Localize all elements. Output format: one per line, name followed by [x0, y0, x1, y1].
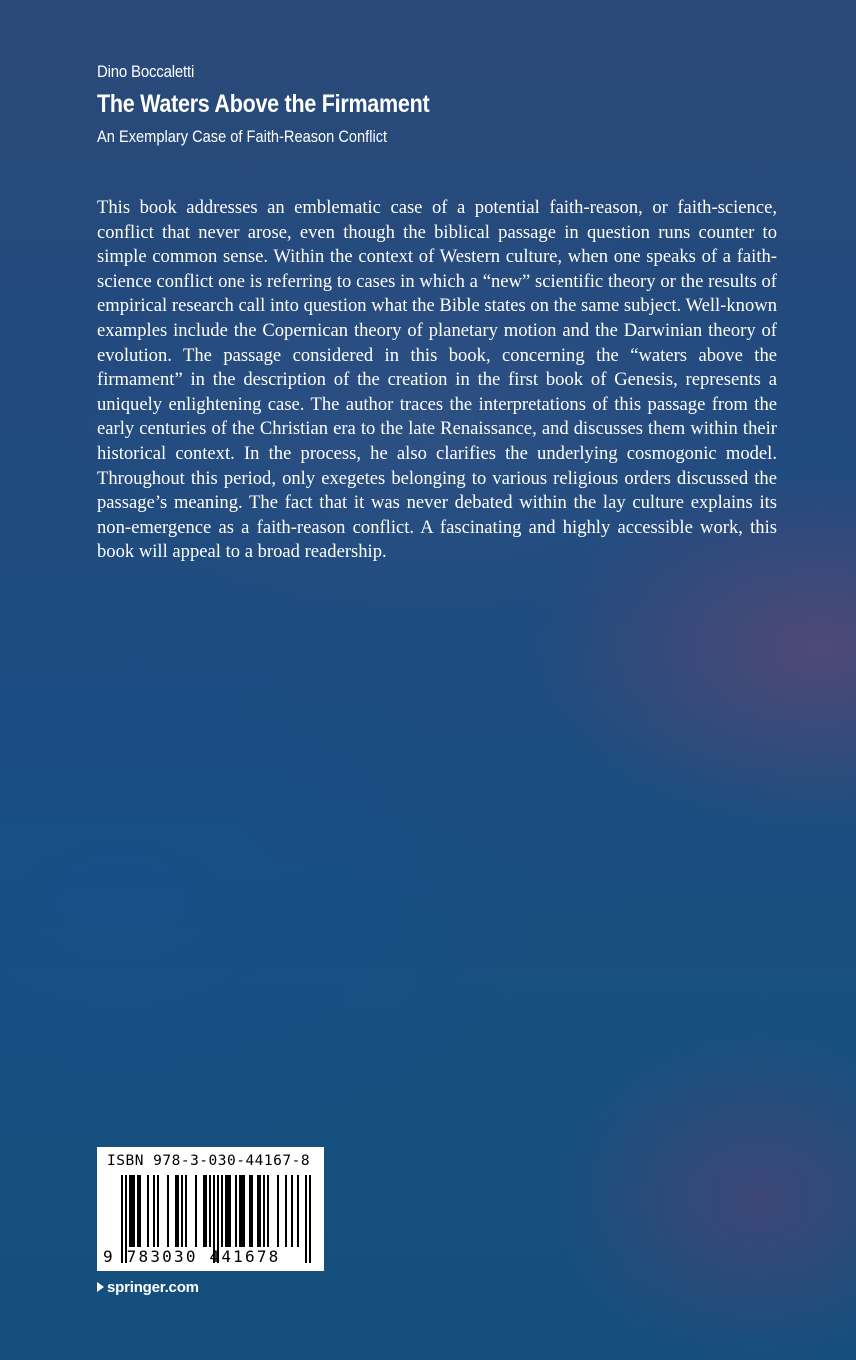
blurb-line: of a faith-science conflict one is referring to cases in which a “new” scientific theory	[97, 246, 777, 292]
barcode-bar	[267, 1175, 269, 1247]
barcode-bar	[229, 1175, 231, 1247]
barcode-bar	[249, 1175, 251, 1247]
barcode-bar	[257, 1175, 259, 1247]
blurb-line: subject. Well-known examples include the Copernican theory of planetary motion and	[97, 295, 777, 341]
book-title: The Waters Above the Firmament	[97, 90, 430, 118]
blurb-line: to various religious orders discussed the passage’s meaning. The fact that it was never	[97, 467, 777, 514]
blurb-line: of Genesis, represents a uniquely enlightening case. The author traces the interpretations	[97, 369, 777, 415]
barcode-bar	[175, 1175, 177, 1247]
barcode-bar	[291, 1175, 293, 1247]
barcode-bar	[153, 1175, 155, 1247]
barcode-bar	[277, 1175, 279, 1247]
barcode-bar	[227, 1175, 229, 1247]
arrow-right-icon	[97, 1282, 104, 1292]
barcode-bar	[177, 1175, 179, 1247]
barcode-bar	[167, 1175, 169, 1247]
barcode-bar	[137, 1175, 139, 1247]
barcode-bar	[139, 1175, 141, 1247]
barcode-bar	[221, 1175, 223, 1247]
barcode-bar	[243, 1175, 245, 1247]
blurb-line: debated within the lay culture explains its non-emergence as a faith-reason conflict.	[97, 492, 778, 538]
blurb-line: to simple common sense. Within the context of Western culture, when one speaks	[97, 221, 777, 268]
barcode-bar	[195, 1175, 197, 1247]
blurb-line: This book addresses an emblematic case of a potential faith-reason, or faith-science,	[97, 197, 777, 218]
publisher-link[interactable]	[97, 1277, 199, 1297]
barcode-bar	[181, 1175, 183, 1247]
barcode-bar	[147, 1175, 149, 1247]
publisher-link-label: springer.com	[107, 1278, 199, 1296]
barcode-bar	[263, 1175, 265, 1247]
blurb-line: and discusses them within their historical context. In the process, he also clarifies	[97, 418, 777, 464]
barcode-digits: 9 783030 441678	[103, 1247, 281, 1266]
blurb-line: the Darwinian theory of evolution. The passage considered in this book, concerning	[97, 319, 777, 366]
barcode-bar	[205, 1175, 207, 1247]
barcode-bar	[185, 1175, 187, 1247]
barcode-bar	[203, 1175, 205, 1247]
author-name: Dino Boccaletti	[97, 62, 195, 81]
isbn-label: ISBN 978-3-030-44167-8	[107, 1153, 311, 1169]
isbn-barcode	[97, 1147, 324, 1271]
blurb-line: of this passage from the early centuries of the Christian era to the late Renaissance,	[97, 393, 777, 440]
barcode-bar	[131, 1175, 133, 1247]
barcode-bar	[305, 1175, 307, 1263]
barcode-bar	[297, 1175, 299, 1247]
barcode-bar	[225, 1175, 227, 1247]
book-subtitle: An Exemplary Case of Faith-Reason Conflict	[97, 127, 388, 146]
barcode-bar	[209, 1175, 211, 1247]
blurb-line: the underlying cosmogonic model. Throughout this period, only exegetes belonging	[97, 442, 777, 489]
barcode-bar	[251, 1175, 253, 1247]
barcode-bar	[285, 1175, 287, 1247]
barcode-bar	[157, 1175, 159, 1247]
blurb-line: the “waters above the firmament” in the description of the creation in the first book	[97, 344, 777, 391]
barcode-bar	[241, 1175, 243, 1247]
barcode-bar	[235, 1175, 237, 1247]
barcode-bar	[259, 1175, 261, 1247]
barcode-bar	[133, 1175, 135, 1247]
blurb-line: conflict that never arose, even though the biblical passage in question runs counter	[97, 221, 755, 243]
barcode-bar	[239, 1175, 241, 1247]
book-description	[97, 196, 777, 565]
barcode-bar	[309, 1175, 311, 1263]
barcode-bar	[129, 1175, 131, 1247]
blurb-line: or the results of empirical research call into question what the Bible states on the same	[97, 270, 777, 317]
blurb-line: A fascinating and highly accessible work, this book will appeal to a broad readership.	[97, 516, 777, 563]
